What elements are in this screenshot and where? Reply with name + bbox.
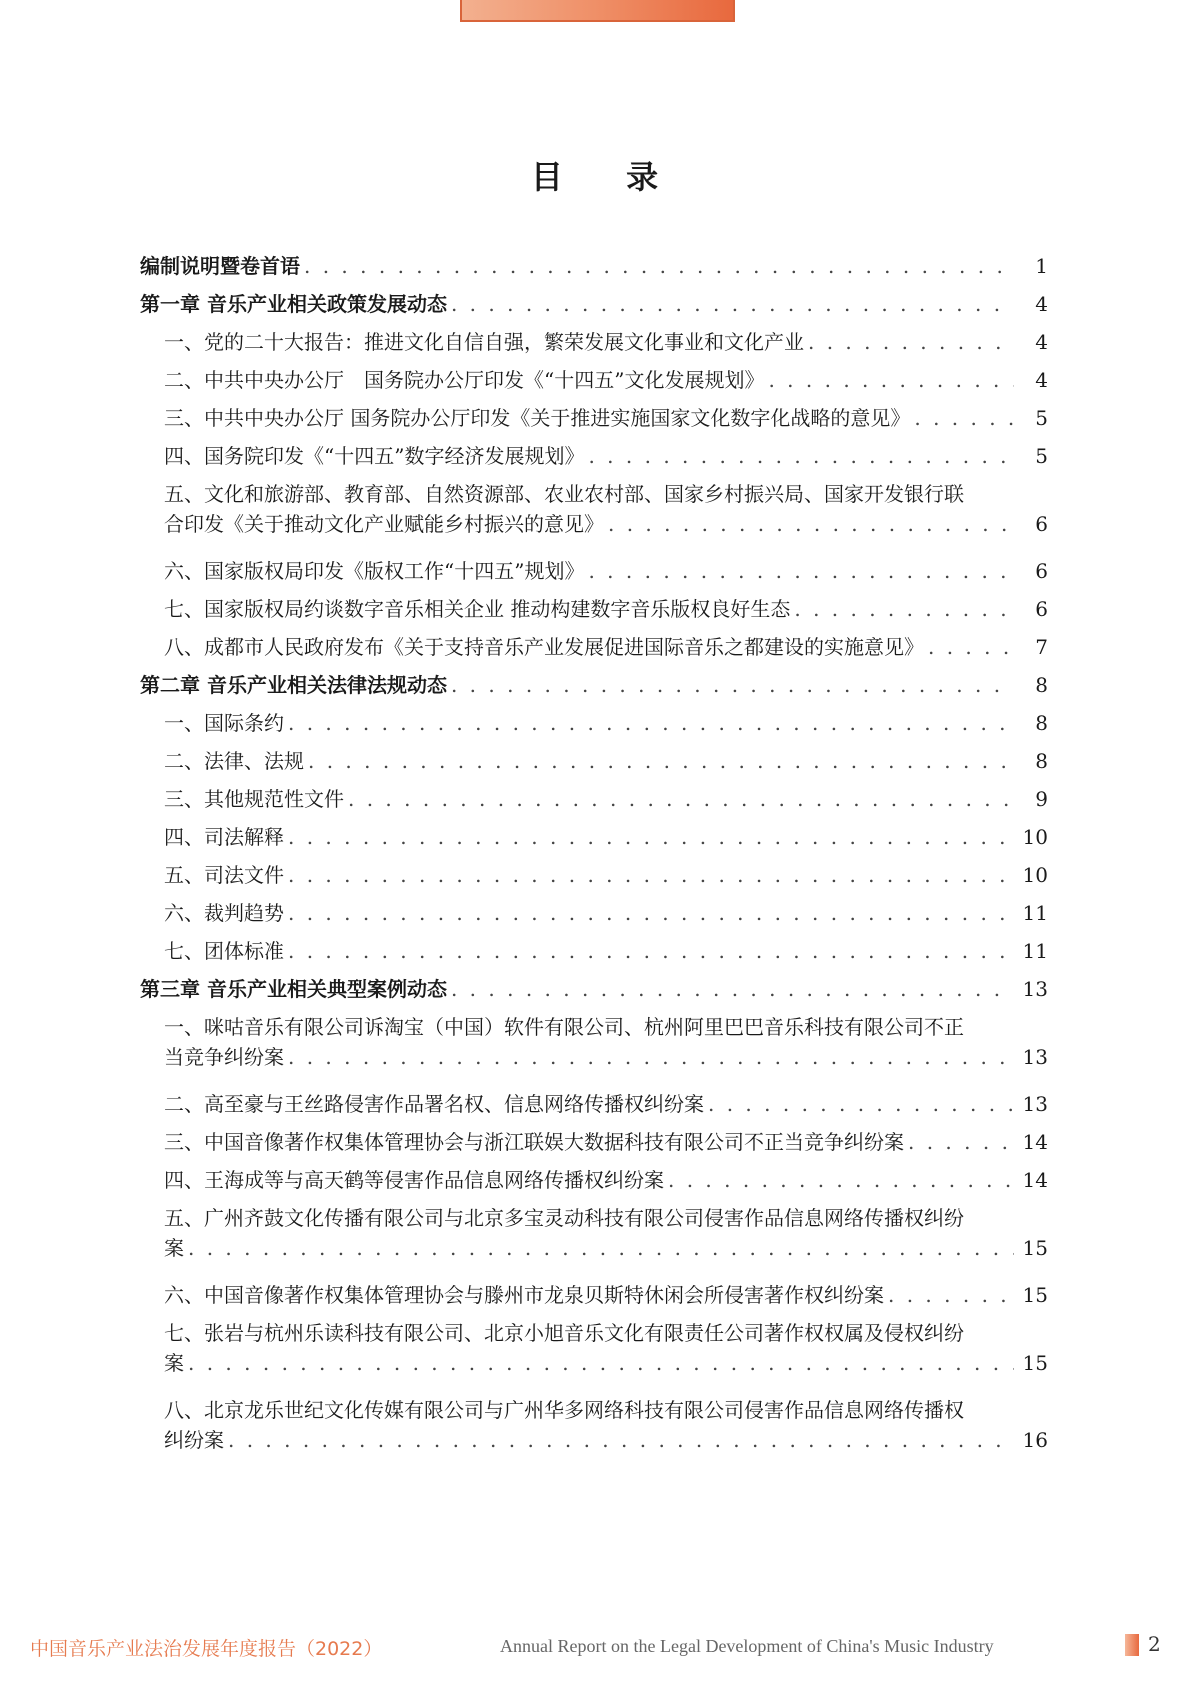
toc-dot-leader — [768, 362, 1014, 398]
toc-section-entry[interactable] — [140, 1200, 1048, 1266]
toc-entry-label: 第二章 音乐产业相关法律法规动态 — [140, 673, 447, 697]
toc-entry-label: 四、司法解释 — [164, 825, 284, 849]
toc-dot-leader — [288, 895, 1014, 931]
toc-section-entry[interactable] — [140, 324, 1048, 360]
toc-page-number: 15 — [1022, 1351, 1048, 1375]
toc-entry-label: 八、成都市人民政府发布《关于支持音乐产业发展促进国际音乐之都建设的实施意见》 — [164, 635, 924, 659]
toc-dot-leader — [908, 1124, 1014, 1160]
toc-page-number: 5 — [1035, 406, 1048, 430]
toc-entry-label: 案 — [164, 1351, 184, 1375]
toc-entry-label: 三、中共中央办公厅 国务院办公厅印发《关于推进实施国家文化数字化战略的意见》 — [164, 406, 911, 430]
toc-dot-leader — [451, 286, 1014, 322]
page-number: 2 — [1148, 1632, 1161, 1656]
toc-entry-label: 合印发《关于推动文化产业赋能乡村振兴的意见》 — [164, 512, 604, 536]
toc-dot-leader — [288, 933, 1014, 969]
toc-dot-leader — [608, 506, 1014, 542]
toc-page-number: 8 — [1035, 749, 1048, 773]
toc-entry-label: 二、高至豪与王丝路侵害作品署名权、信息网络传播权纠纷案 — [164, 1092, 704, 1116]
toc-page-number: 6 — [1035, 597, 1048, 621]
toc-page-number: 7 — [1035, 635, 1048, 659]
toc-section-entry[interactable] — [140, 933, 1048, 969]
toc-section-entry[interactable] — [140, 1392, 1048, 1458]
toc-page-number: 1 — [1035, 254, 1048, 278]
toc-entry-label: 三、其他规范性文件 — [164, 787, 344, 811]
toc-chapter-entry[interactable] — [140, 286, 1048, 322]
toc-section-entry[interactable] — [140, 895, 1048, 931]
toc-section-entry[interactable] — [140, 857, 1048, 893]
toc-entry-label: 五、广州齐鼓文化传播有限公司与北京多宝灵动科技有限公司侵害作品信息网络传播权纠纷 — [164, 1206, 964, 1230]
footer-report-title-en: Annual Report on the Legal Development of China's Music Industry — [500, 1636, 994, 1656]
toc-page-number: 8 — [1035, 711, 1048, 735]
toc-chapter-entry[interactable] — [140, 971, 1048, 1007]
toc-dot-leader — [928, 629, 1014, 665]
toc-entry-label: 四、国务院印发《“十四五”数字经济发展规划》 — [164, 444, 585, 468]
toc-section-entry[interactable] — [140, 362, 1048, 398]
toc-dot-leader — [348, 781, 1014, 817]
toc-dot-leader — [451, 667, 1014, 703]
toc-page-number: 6 — [1035, 512, 1048, 536]
page-title: 目 录 — [530, 158, 685, 196]
toc-dot-leader — [588, 438, 1014, 474]
toc-entry-label: 一、党的二十大报告：推进文化自信自强，繁荣发展文化事业和文化产业 — [164, 330, 804, 354]
toc-entry-label: 七、团体标准 — [164, 939, 284, 963]
toc-entry-label: 七、国家版权局约谈数字音乐相关企业 推动构建数字音乐版权良好生态 — [164, 597, 791, 621]
toc-page-number: 6 — [1035, 559, 1048, 583]
toc-section-entry[interactable] — [140, 438, 1048, 474]
toc-page-number: 13 — [1022, 1092, 1048, 1116]
toc-section-entry[interactable] — [140, 743, 1048, 779]
toc-dot-leader — [304, 248, 1014, 284]
toc-page-number: 14 — [1022, 1130, 1048, 1154]
toc-entry-label: 三、中国音像著作权集体管理协会与浙江联娱大数据科技有限公司不正当竞争纠纷案 — [164, 1130, 904, 1154]
toc-section-entry[interactable] — [140, 1086, 1048, 1122]
toc-entry-label: 五、司法文件 — [164, 863, 284, 887]
toc-entry-label: 纠纷案 — [164, 1428, 224, 1452]
toc-dot-leader — [288, 819, 1014, 855]
toc-dot-leader — [708, 1086, 1014, 1122]
toc-chapter-entry[interactable] — [140, 667, 1048, 703]
toc-entry-label: 八、北京龙乐世纪文化传媒有限公司与广州华多网络科技有限公司侵害作品信息网络传播权 — [164, 1398, 964, 1422]
toc-section-entry[interactable] — [140, 400, 1048, 436]
toc-page-number: 16 — [1022, 1428, 1048, 1452]
toc-entry-label: 第三章 音乐产业相关典型案例动态 — [140, 977, 447, 1001]
toc-dot-leader — [914, 400, 1014, 436]
toc-page-number: 8 — [1035, 673, 1048, 697]
toc-page-number: 5 — [1035, 444, 1048, 468]
toc-section-entry[interactable] — [140, 591, 1048, 627]
toc-dot-leader — [888, 1277, 1014, 1313]
toc-dot-leader — [588, 553, 1014, 589]
page-marker-icon — [1125, 1634, 1139, 1656]
toc-section-entry[interactable] — [140, 1277, 1048, 1313]
toc-page-number: 4 — [1035, 330, 1048, 354]
toc-entry-label: 五、文化和旅游部、教育部、自然资源部、农业农村部、国家乡村振兴局、国家开发银行联 — [164, 482, 964, 506]
toc-dot-leader — [308, 743, 1014, 779]
toc-section-entry[interactable] — [140, 1124, 1048, 1160]
toc-entry-label: 六、国家版权局印发《版权工作“十四五”规划》 — [164, 559, 585, 583]
toc-dot-leader — [288, 705, 1014, 741]
toc-page-number: 11 — [1022, 939, 1048, 963]
toc-page-number: 9 — [1035, 787, 1048, 811]
toc-section-entry[interactable] — [140, 705, 1048, 741]
toc-page-number: 10 — [1022, 863, 1048, 887]
toc-entry-label: 四、王海成等与高天鹤等侵害作品信息网络传播权纠纷案 — [164, 1168, 664, 1192]
toc-dot-leader — [668, 1162, 1014, 1198]
toc-chapter-entry[interactable] — [140, 248, 1048, 284]
toc-page-number: 14 — [1022, 1168, 1048, 1192]
toc-section-entry[interactable] — [140, 476, 1048, 542]
toc-entry-label: 第一章 音乐产业相关政策发展动态 — [140, 292, 447, 316]
toc-section-entry[interactable] — [140, 1315, 1048, 1381]
toc-page-number: 11 — [1022, 901, 1048, 925]
toc-page-number: 13 — [1022, 977, 1048, 1001]
toc-dot-leader — [288, 857, 1014, 893]
page-footer — [0, 1634, 1189, 1664]
toc-page-number: 15 — [1022, 1283, 1048, 1307]
toc-entry-label: 一、国际条约 — [164, 711, 284, 735]
toc-entry-label: 七、张岩与杭州乐读科技有限公司、北京小旭音乐文化有限责任公司著作权权属及侵权纠纷 — [164, 1321, 964, 1345]
toc-dot-leader — [451, 971, 1014, 1007]
toc-section-entry[interactable] — [140, 629, 1048, 665]
toc-entry-label: 二、中共中央办公厅 国务院办公厅印发《“十四五”文化发展规划》 — [164, 368, 765, 392]
toc-entry-label: 六、裁判趋势 — [164, 901, 284, 925]
toc-dot-leader — [188, 1345, 1014, 1381]
toc-entry-label: 编制说明暨卷首语 — [140, 254, 300, 278]
toc-page-number: 10 — [1022, 825, 1048, 849]
toc-dot-leader — [288, 1039, 1014, 1075]
toc-page-number: 4 — [1035, 292, 1048, 316]
footer-report-title-cn: 中国音乐产业法治发展年度报告（2022） — [30, 1638, 383, 1660]
toc-dot-leader — [808, 324, 1014, 360]
toc-entry-label: 当竞争纠纷案 — [164, 1045, 284, 1069]
toc-entry-label: 一、咪咕音乐有限公司诉淘宝（中国）软件有限公司、杭州阿里巴巴音乐科技有限公司不正 — [164, 1015, 964, 1039]
toc-page-number: 4 — [1035, 368, 1048, 392]
toc-entry-label: 六、中国音像著作权集体管理协会与滕州市龙泉贝斯特休闲会所侵害著作权纠纷案 — [164, 1283, 884, 1307]
header-accent-tab — [460, 0, 735, 22]
toc-dot-leader — [228, 1422, 1014, 1458]
toc-section-entry[interactable] — [140, 781, 1048, 817]
toc-section-entry[interactable] — [140, 553, 1048, 589]
toc-entry-label: 案 — [164, 1236, 184, 1260]
toc-dot-leader — [794, 591, 1014, 627]
toc-page-number: 13 — [1022, 1045, 1048, 1069]
toc-section-entry[interactable] — [140, 1162, 1048, 1198]
toc-section-entry[interactable] — [140, 1009, 1048, 1075]
toc-page-number: 15 — [1022, 1236, 1048, 1260]
toc-dot-leader — [188, 1230, 1014, 1266]
toc-entry-label: 二、法律、法规 — [164, 749, 304, 773]
toc-section-entry[interactable] — [140, 819, 1048, 855]
